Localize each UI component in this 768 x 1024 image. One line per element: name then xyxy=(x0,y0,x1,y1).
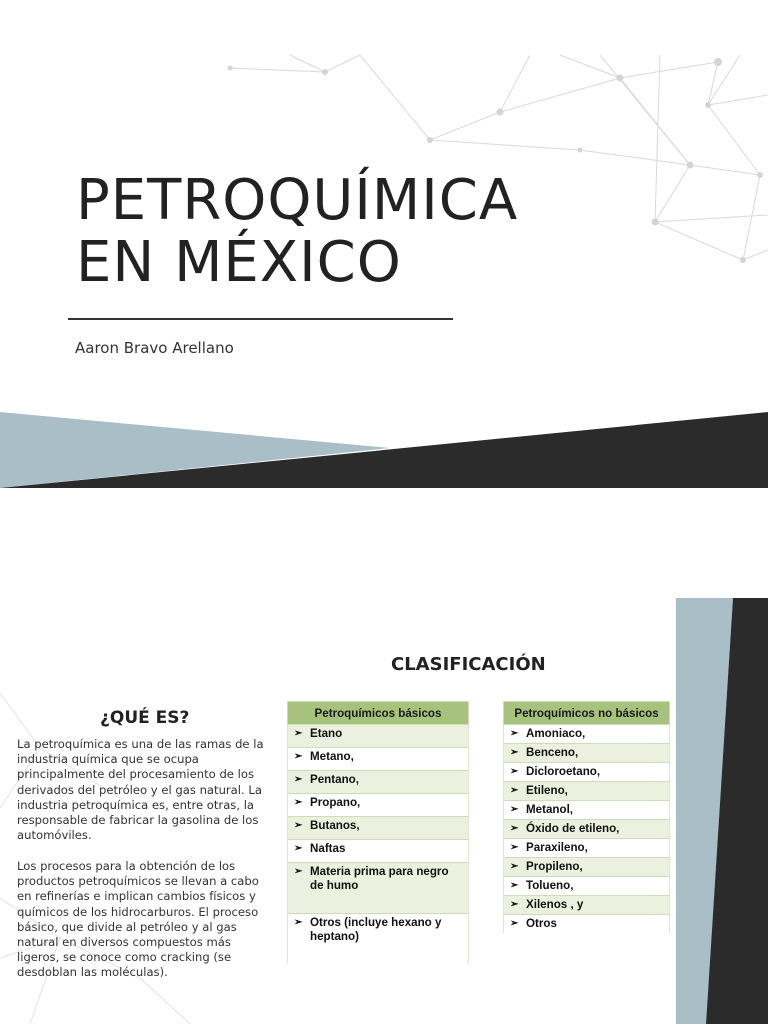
table-row: ➢ Metanol, xyxy=(504,801,670,820)
table-row: ➢ Otros xyxy=(504,915,670,934)
table-row: ➢ Paraxileno, xyxy=(504,839,670,858)
table-row: ➢ Etano xyxy=(288,725,469,748)
table-row: ➢ Etileno, xyxy=(504,782,670,801)
table-row: ➢ Propileno, xyxy=(504,858,670,877)
table-row: ➢ Tolueno, xyxy=(504,877,670,896)
table-row: ➢ Butanos, xyxy=(288,817,469,840)
classification-heading: CLASIFICACIÓN xyxy=(391,654,546,675)
table-row: ➢ Materia prima para negro de humo xyxy=(288,863,469,914)
table-row: ➢ Dicloroetano, xyxy=(504,763,670,782)
definition-paragraph: La petroquímica es una de las ramas de la industria química que se ocupa principalmente del procesamiento de los derivados del petróleo y el gas natural. La industria petroquímica es, entre otras, la responsable de fabricar la gasolina de los automóviles. xyxy=(17,737,264,843)
content-slide xyxy=(0,598,768,1024)
title-line-1: PETROQUÍMICA xyxy=(76,168,519,233)
table-row: ➢ Benceno, xyxy=(504,744,670,763)
table-row: ➢ Amoniaco, xyxy=(504,725,670,744)
non-basic-petrochemicals-table xyxy=(503,701,670,933)
author-name: Aaron Bravo Arellano xyxy=(75,339,234,357)
process-paragraph: Los procesos para la obtención de los productos petroquímicos se llevan a cabo en refinerías e implican cambios físicos y químicos de los hidrocarburos. El proceso básico, que divide al petróleo y al gas natural en diversos compuestos más ligeros, se conoce como cracking (se desdoblan las moléculas). xyxy=(17,859,259,980)
table-row: ➢ Pentano, xyxy=(288,771,469,794)
table-row: ➢ Xilenos , y xyxy=(504,896,670,915)
table-row: ➢ Propano, xyxy=(288,794,469,817)
table-row: ➢ Otros (incluye hexano y heptano) xyxy=(288,914,469,965)
basic-petrochemicals-table xyxy=(287,701,469,964)
table-row: ➢ Óxido de etileno, xyxy=(504,820,670,839)
title-divider xyxy=(68,318,453,320)
table-row: ➢ Metano, xyxy=(288,748,469,771)
table-header: Petroquímicos básicos xyxy=(288,702,469,725)
slide-title xyxy=(76,170,518,294)
table-row: ➢ Naftas xyxy=(288,840,469,863)
table-header: Petroquímicos no básicos xyxy=(504,702,670,725)
title-slide xyxy=(0,0,768,488)
title-line-2: EN MÉXICO xyxy=(76,230,402,295)
what-is-heading: ¿QUÉ ES? xyxy=(100,708,190,728)
